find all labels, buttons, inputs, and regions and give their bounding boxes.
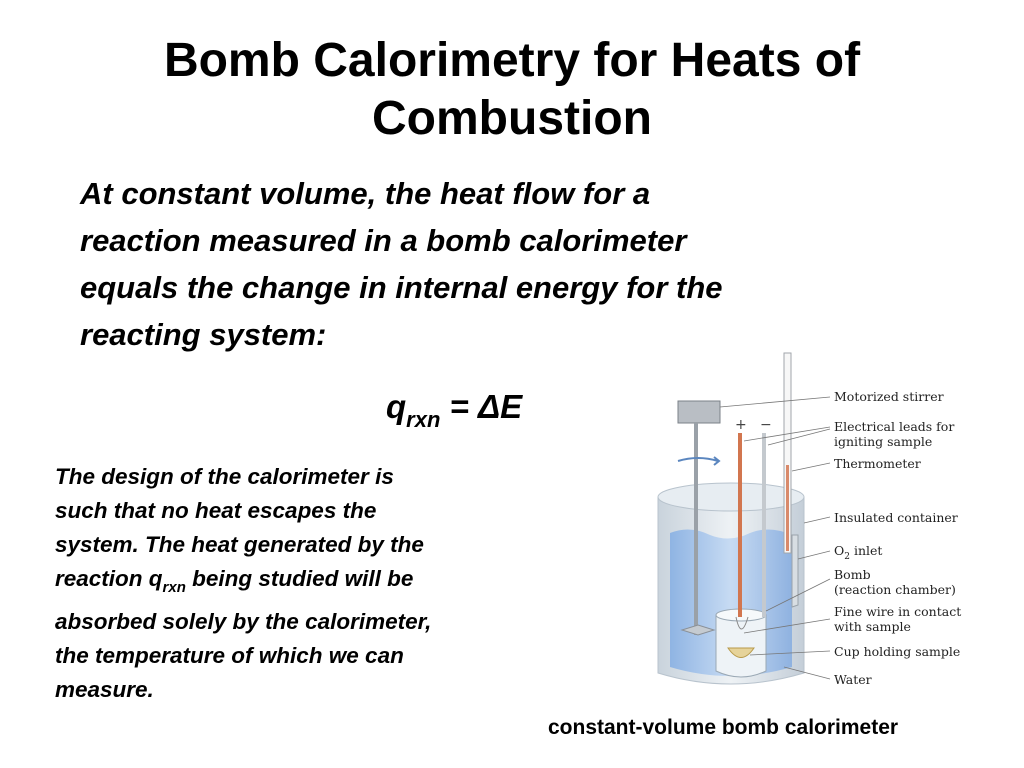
design-line: being studied will be — [185, 566, 414, 591]
equation-lhs: q — [386, 388, 407, 425]
slide-title — [0, 32, 1024, 148]
rotation-arrow-icon — [678, 457, 719, 465]
intro-line: reacting system: — [80, 317, 327, 352]
label-electrical-leads-2: igniting sample — [834, 434, 933, 449]
electrical-lead-positive — [738, 433, 742, 617]
label-bomb-2: (reaction chamber) — [834, 582, 956, 597]
bomb-chamber — [716, 615, 766, 677]
label-water: Water — [834, 672, 872, 687]
intro-line: equals the change in internal energy for the — [80, 270, 723, 305]
calorimeter-diagram — [620, 345, 990, 695]
design-line: The design of the calorimeter is — [55, 464, 394, 489]
plus-sign: + — [735, 417, 747, 433]
thermometer-fluid — [786, 465, 789, 551]
label-fine-wire-2: with sample — [834, 619, 911, 634]
label-o2-subscript: 2 — [844, 552, 850, 562]
label-fine-wire-1: Fine wire in contact — [834, 604, 962, 619]
minus-sign: − — [760, 417, 772, 433]
intro-line: At constant volume, the heat flow for a — [80, 176, 651, 211]
equation-rhs: = ΔE — [440, 388, 523, 425]
label-insulated-container: Insulated container — [834, 510, 958, 525]
design-line: measure. — [55, 677, 154, 702]
label-cup-holding-sample: Cup holding sample — [834, 644, 961, 659]
title-line-1: Bomb Calorimetry for Heats of — [163, 34, 861, 87]
design-subscript: rxn — [162, 579, 186, 596]
label-o2-inlet — [834, 543, 882, 562]
design-paragraph — [55, 460, 555, 707]
label-electrical-leads-1: Electrical leads for — [834, 419, 955, 434]
stirrer-shaft — [694, 423, 698, 635]
container-rim — [658, 483, 804, 511]
diagram-caption: constant-volume bomb calorimeter — [548, 716, 899, 739]
design-line: absorbed solely by the calorimeter, — [55, 609, 432, 634]
label-o2-o: O — [834, 543, 845, 558]
label-o2-rest: inlet — [849, 543, 883, 558]
title-line-2: Combustion — [372, 92, 652, 145]
equation-lhs-subscript: rxn — [406, 407, 441, 432]
design-line: reaction q — [55, 566, 163, 591]
intro-paragraph — [80, 170, 940, 358]
design-line: the temperature of which we can — [55, 643, 404, 668]
intro-line: reaction measured in a bomb calorimeter — [80, 223, 687, 258]
equation — [386, 388, 522, 433]
design-line: such that no heat escapes the — [55, 498, 377, 523]
stirrer-motor — [678, 401, 720, 423]
label-thermometer: Thermometer — [834, 456, 921, 471]
design-line: system. The heat generated by the — [55, 532, 424, 557]
electrical-lead-negative — [762, 433, 766, 617]
label-bomb-1: Bomb — [834, 567, 871, 582]
label-motorized-stirrer: Motorized stirrer — [834, 389, 944, 404]
